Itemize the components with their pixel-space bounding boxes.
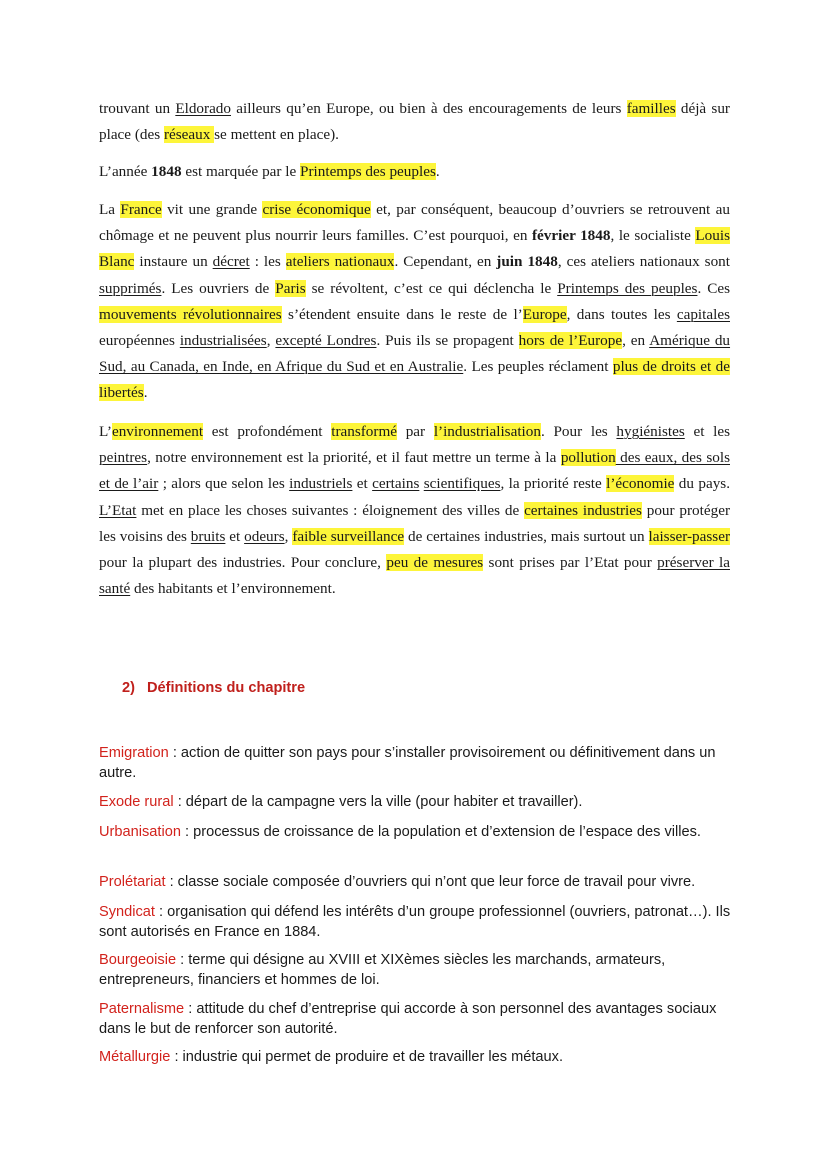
definition-text: : processus de croissance de la population et d’extension de l’espace des villes. bbox=[180, 824, 701, 840]
text-run: est profondément bbox=[203, 423, 332, 440]
highlighted-text: Printemps des peuples bbox=[300, 163, 436, 180]
definition-item bbox=[99, 744, 739, 783]
definition-term: Urbanisation bbox=[99, 824, 181, 840]
text-run: de certaines industries, mais surtout un bbox=[404, 527, 649, 545]
section-heading bbox=[122, 680, 305, 696]
text-run: , ces ateliers nationaux sont bbox=[557, 253, 730, 271]
underlined-text: préserver la santé bbox=[99, 554, 730, 598]
highlighted-text: faible surveillance bbox=[292, 527, 405, 545]
definition-term: Prolétariat bbox=[99, 874, 166, 890]
bold-text: février 1848 bbox=[531, 227, 611, 245]
underlined-text: capitales bbox=[676, 305, 730, 323]
text-run: pour protéger les voisins des bbox=[99, 501, 731, 545]
text-run: pour la plupart des industries. Pour conclure, bbox=[99, 554, 387, 572]
highlighted-text: Paris bbox=[275, 279, 306, 297]
highlighted-text: plus de droits et de libertés bbox=[99, 358, 730, 402]
underlined-text: L’Etat bbox=[99, 501, 137, 519]
text-run: du pays. bbox=[674, 475, 730, 493]
text-run: . Puis ils se propagent bbox=[376, 332, 519, 350]
paragraph-1848 bbox=[99, 159, 730, 185]
underlined-text: peintres bbox=[99, 449, 148, 467]
highlighted-text: laisser-passer bbox=[648, 527, 731, 545]
text-run: et les bbox=[684, 423, 730, 440]
underlined-text: industriels bbox=[289, 475, 353, 493]
bold-text: 1848 bbox=[151, 163, 182, 180]
definition-term: Syndicat bbox=[99, 904, 155, 920]
highlighted-text: ateliers nationaux bbox=[285, 253, 395, 271]
definition-item bbox=[99, 1000, 739, 1039]
highlighted-text: crise économique bbox=[262, 201, 371, 218]
text-run: se révoltent, c’est ce qui déclencha le bbox=[305, 279, 558, 297]
underlined-text: Amérique du Sud, au Canada, en Inde, en Afrique du Sud et en Australie bbox=[99, 332, 731, 376]
underlined-text: décret bbox=[212, 253, 250, 271]
text-run: . Les peuples réclament bbox=[463, 358, 613, 376]
text-run: , dans toutes les bbox=[566, 305, 677, 323]
text-run: , notre environnement est la priorité, et il faut mettre un terme à la bbox=[147, 449, 561, 467]
section-title: Définitions du chapitre bbox=[146, 680, 306, 696]
text-run: ailleurs qu’en Europe, ou bien à des encouragements de leurs bbox=[231, 100, 627, 117]
paragraph-emigration-causes bbox=[99, 96, 730, 148]
underlined-text: certains bbox=[372, 475, 420, 493]
highlighted-text: Louis Blanc bbox=[99, 227, 730, 271]
definition-text: : action de quitter son pays pour s’installer provisoirement ou définitivement dans un autre. bbox=[99, 745, 716, 781]
text-run: . Pour les bbox=[540, 423, 617, 440]
definition-item bbox=[99, 873, 739, 893]
definition-text: : départ de la campagne vers la ville (pour habiter et travailler). bbox=[173, 794, 583, 810]
text-run: est marquée par le bbox=[181, 163, 301, 180]
text-run: . Cependant, en bbox=[394, 253, 497, 271]
text-run: européennes bbox=[99, 332, 180, 350]
definition-item bbox=[99, 823, 739, 843]
section-number: 2) bbox=[122, 680, 135, 696]
text-run: et, par conséquent, beaucoup d’ouvriers se retrouvent au chômage et ne peuvent plus nourrir leurs familles. C’est pourquoi, en bbox=[99, 201, 730, 245]
definition-term: Emigration bbox=[99, 745, 169, 761]
text-run: met en place les choses suivantes : éloignement des villes de bbox=[136, 501, 525, 519]
text-run: instaure un bbox=[134, 253, 213, 271]
text-run: et bbox=[352, 475, 373, 493]
highlighted-text: pollution bbox=[560, 449, 616, 467]
definition-text: : industrie qui permet de produire et de travailler les métaux. bbox=[170, 1049, 563, 1065]
definition-term: Bourgeoisie bbox=[99, 952, 177, 968]
definition-text: : organisation qui défend les intérêts d’un groupe professionnel (ouvriers, patronat…). Ils sont autorisés en France en 1884. bbox=[99, 904, 731, 940]
text-run: : les bbox=[249, 253, 286, 271]
definition-item bbox=[99, 1048, 739, 1068]
text-run: par bbox=[397, 423, 434, 440]
definition-item bbox=[99, 951, 739, 990]
text-run: des habitants et l’environnement. bbox=[130, 580, 336, 598]
text-run: L’ bbox=[99, 423, 112, 440]
highlighted-text: hors de l’Europe bbox=[518, 332, 623, 350]
highlighted-text: l’économie bbox=[606, 475, 675, 493]
text-run: trouvant un bbox=[99, 100, 176, 117]
text-run: ; alors que selon les bbox=[158, 475, 290, 493]
definition-term: Métallurgie bbox=[99, 1049, 171, 1065]
highlighted-text: peu de mesures bbox=[386, 554, 484, 572]
text-run: , bbox=[266, 332, 276, 350]
text-run: . Ces bbox=[697, 279, 731, 297]
underlined-text: des eaux, des sols et de l’air bbox=[99, 449, 730, 493]
paragraph-environment bbox=[99, 419, 730, 602]
text-run: , la priorité reste bbox=[500, 475, 607, 493]
text-run: , en bbox=[622, 332, 650, 350]
text-run: sont prises par l’Etat pour bbox=[483, 554, 658, 572]
paragraph-france-crisis bbox=[99, 197, 730, 407]
text-run: L’année bbox=[99, 163, 152, 180]
bold-text: juin 1848 bbox=[496, 253, 558, 271]
text-run: et bbox=[225, 527, 245, 545]
highlighted-text: réseaux bbox=[163, 126, 215, 144]
definition-item bbox=[99, 793, 739, 813]
underlined-text: bruits bbox=[190, 527, 226, 545]
definition-text: : attitude du chef d’entreprise qui accorde à son personnel des avantages sociaux dans le but de renforcer son autorité. bbox=[99, 1001, 717, 1037]
definition-text: : terme qui désigne au XVIII et XIXèmes siècles les marchands, armateurs, entrepreneurs, financiers et hommes de loi. bbox=[99, 952, 666, 988]
underlined-text: Printemps des peuples bbox=[557, 279, 698, 297]
text-run: s’étendent ensuite dans le reste de l’ bbox=[281, 305, 523, 323]
highlighted-text: Europe bbox=[522, 305, 567, 323]
definition-term: Exode rural bbox=[99, 794, 174, 810]
text-run: La bbox=[99, 201, 121, 218]
text-run: se mettent en place). bbox=[214, 126, 339, 144]
underlined-text: scientifiques bbox=[423, 475, 501, 493]
highlighted-text: France bbox=[120, 201, 162, 218]
underlined-text: excepté Londres bbox=[275, 332, 377, 350]
text-run: , le socialiste bbox=[610, 227, 696, 245]
text-run: . bbox=[435, 163, 440, 180]
definition-term: Paternalisme bbox=[99, 1001, 185, 1017]
underlined-text: hygiénistes bbox=[616, 423, 685, 440]
text-run: , bbox=[284, 527, 293, 545]
definition-text: : classe sociale composée d’ouvriers qui n’ont que leur force de travail pour vivre. bbox=[165, 874, 696, 890]
highlighted-text: certaines industries bbox=[524, 501, 642, 519]
underlined-text: Eldorado bbox=[175, 100, 231, 117]
highlighted-text: transformé bbox=[331, 423, 398, 440]
highlighted-text: mouvements révolutionnaires bbox=[99, 305, 282, 323]
definition-item bbox=[99, 903, 739, 942]
underlined-text: odeurs bbox=[244, 527, 285, 545]
highlighted-text: familles bbox=[626, 100, 676, 117]
underlined-text: supprimés bbox=[99, 279, 162, 297]
text-run: déjà sur place (des bbox=[99, 100, 730, 144]
text-run: . bbox=[143, 384, 148, 402]
text-run: . Les ouvriers de bbox=[161, 279, 276, 297]
highlighted-text: l’industrialisation bbox=[433, 423, 541, 440]
highlighted-text: environnement bbox=[111, 423, 204, 440]
text-run: vit une grande bbox=[161, 201, 263, 218]
underlined-text: industrialisées bbox=[179, 332, 267, 350]
